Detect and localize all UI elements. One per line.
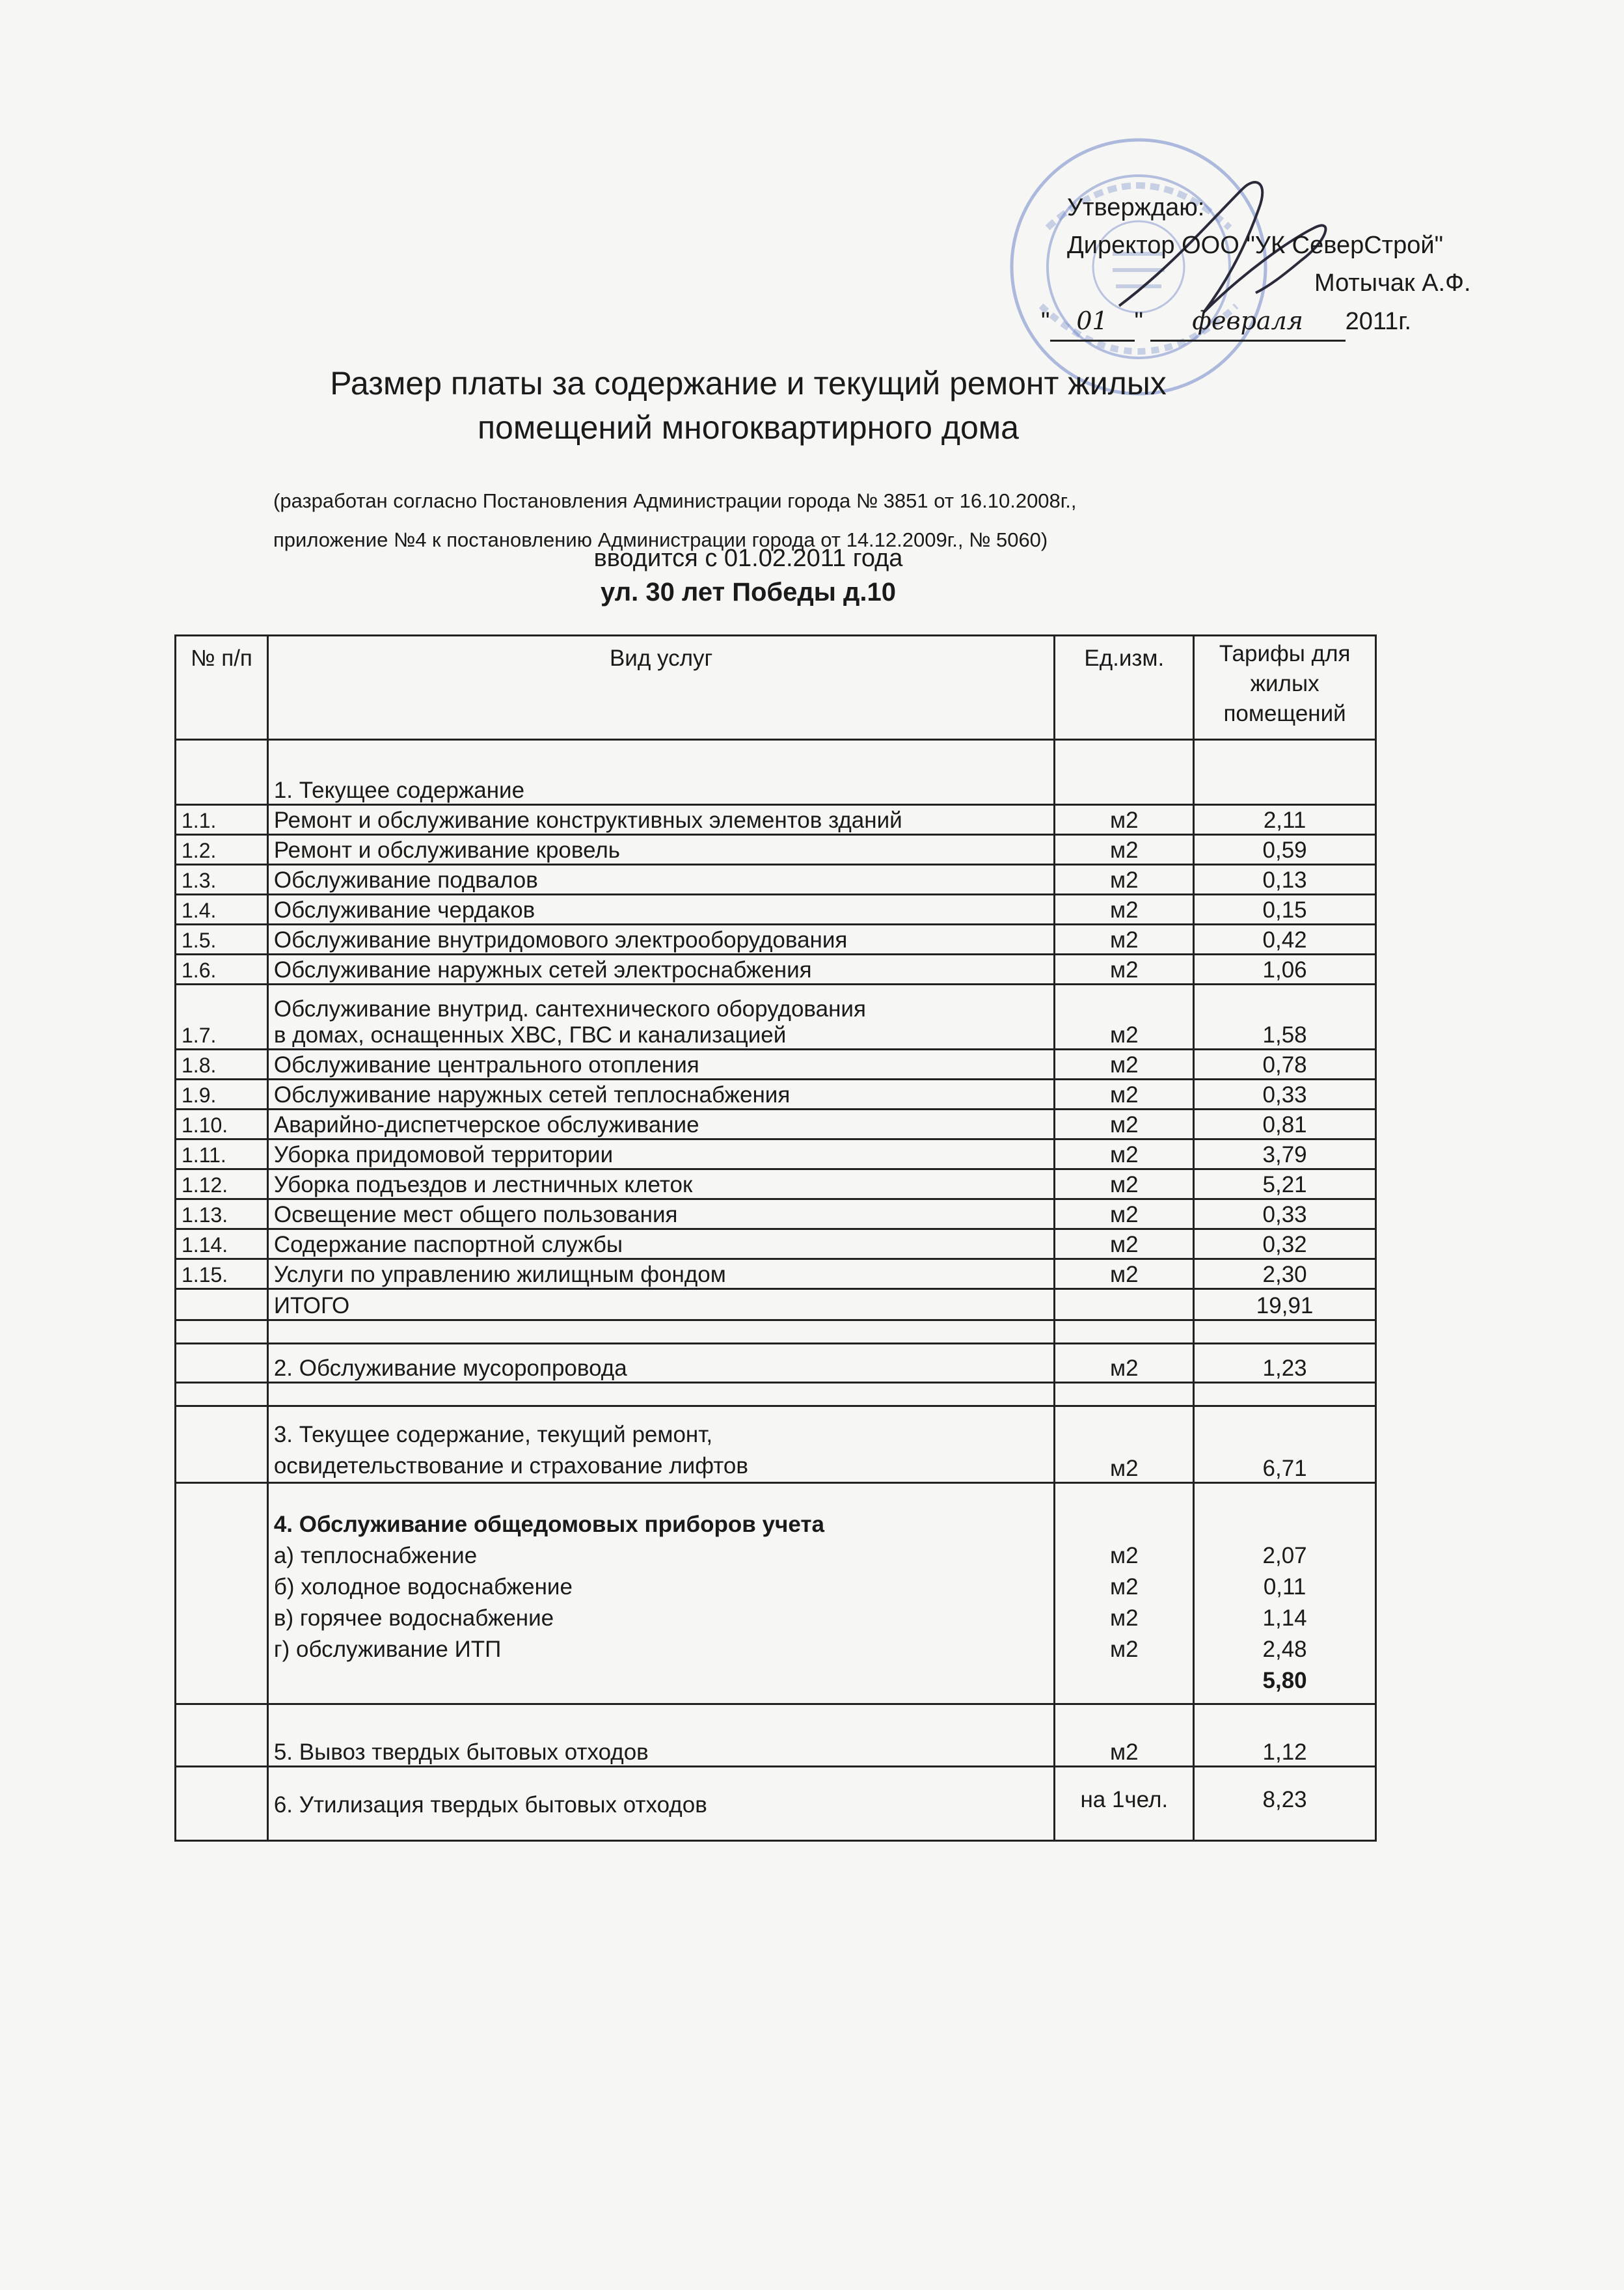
sub-item-value: 2,07 xyxy=(1262,1543,1307,1568)
row-name: Ремонт и обслуживание кровель xyxy=(267,835,1055,865)
section2-unit: м2 xyxy=(1055,1344,1194,1383)
table-row xyxy=(176,925,1376,955)
sub-item-unit: м2 xyxy=(1110,1637,1139,1662)
table-row xyxy=(176,985,1376,1050)
row-value: 0,33 xyxy=(1194,1199,1376,1229)
table-row xyxy=(176,1229,1376,1259)
row-unit: м2 xyxy=(1055,1050,1194,1080)
section3-value: 6,71 xyxy=(1194,1406,1376,1483)
header-num: № п/п xyxy=(176,636,268,740)
total-label: ИТОГО xyxy=(267,1289,1055,1320)
building-address: ул. 30 лет Победы д.10 xyxy=(600,578,897,607)
row-name: Обслуживание наружных сетей электроснабжения xyxy=(267,955,1055,985)
sub-item-value: 0,11 xyxy=(1263,1574,1306,1600)
row-name: Аварийно-диспетчерское обслуживание xyxy=(267,1110,1055,1139)
row-unit: м2 xyxy=(1055,1080,1194,1110)
row-num: 1.1. xyxy=(176,805,268,835)
row-value: 1,58 xyxy=(1194,985,1376,1050)
section5-name: 5. Вывоз твердых бытовых отходов xyxy=(267,1704,1055,1767)
sub-item-value: 2,48 xyxy=(1262,1637,1307,1662)
section4-name: 4. Обслуживание общедомовых приборов учета а) теплоснабжение б) холодное водоснабжение в) горячее водоснабжение г) обслуживание ИТП xyxy=(267,1483,1055,1704)
row-value: 3,79 xyxy=(1194,1139,1376,1169)
spacer-row xyxy=(176,1383,1376,1406)
row-name: Услуги по управлению жилищным фондом xyxy=(267,1259,1055,1289)
row-num: 1.12. xyxy=(176,1169,268,1199)
row-unit: м2 xyxy=(1055,865,1194,895)
row-num: 1.13. xyxy=(176,1199,268,1229)
table-row xyxy=(176,1199,1376,1229)
date-month: февраля xyxy=(1150,302,1346,342)
section6-row xyxy=(176,1767,1376,1841)
section1-title: 1. Текущее содержание xyxy=(267,740,1055,805)
row-name: Обслуживание наружных сетей теплоснабжения xyxy=(267,1080,1055,1110)
row-value: 1,06 xyxy=(1194,955,1376,985)
row-unit: м2 xyxy=(1055,835,1194,865)
row-num: 1.14. xyxy=(176,1229,268,1259)
row-value: 2,11 xyxy=(1194,805,1376,835)
section5-unit: м2 xyxy=(1055,1704,1194,1767)
row-name: Обслуживание внутридомового электрооборудования xyxy=(267,925,1055,955)
table-row xyxy=(176,1259,1376,1289)
row-unit: м2 xyxy=(1055,955,1194,985)
row-unit: м2 xyxy=(1055,1199,1194,1229)
row-unit: м2 xyxy=(1055,805,1194,835)
section6-value: 8,23 xyxy=(1194,1767,1376,1841)
row-num: 1.6. xyxy=(176,955,268,985)
table-row xyxy=(176,895,1376,925)
sub-item-unit: м2 xyxy=(1110,1543,1139,1568)
row-num: 1.5. xyxy=(176,925,268,955)
section6-unit: на 1чел. xyxy=(1055,1767,1194,1841)
table-header-row xyxy=(176,636,1376,740)
header-unit: Ед.изм. xyxy=(1055,636,1194,740)
section6-name: 6. Утилизация твердых бытовых отходов xyxy=(267,1767,1055,1841)
section4-total: 5,80 xyxy=(1262,1668,1307,1693)
date-day: 01 xyxy=(1050,302,1135,342)
row-value: 0,15 xyxy=(1194,895,1376,925)
row-unit: м2 xyxy=(1055,1139,1194,1169)
table-row xyxy=(176,1139,1376,1169)
header-tariff: Тарифы для жилых помещений xyxy=(1194,636,1376,740)
row-unit: м2 xyxy=(1055,1259,1194,1289)
header-name: Вид услуг xyxy=(267,636,1055,740)
section4-units xyxy=(1055,1483,1194,1704)
table-row xyxy=(176,805,1376,835)
section1-title-row xyxy=(176,740,1376,805)
row-name: Обслуживание центрального отопления xyxy=(267,1050,1055,1080)
row-name: Содержание паспортной службы xyxy=(267,1229,1055,1259)
table-row xyxy=(176,865,1376,895)
section3-name: 3. Текущее содержание, текущий ремонт, освидетельствование и страхование лифтов xyxy=(267,1406,1055,1483)
row-value: 5,21 xyxy=(1194,1169,1376,1199)
row-num: 1.9. xyxy=(176,1080,268,1110)
row-name: Освещение мест общего пользования xyxy=(267,1199,1055,1229)
row-value: 0,78 xyxy=(1194,1050,1376,1080)
spacer-row xyxy=(176,1320,1376,1344)
row-name: Обслуживание внутрид. сантехнического оборудования в домах, оснащенных ХВС, ГВС и канализацией xyxy=(267,985,1055,1050)
row-unit: м2 xyxy=(1055,1169,1194,1199)
row-num: 1.8. xyxy=(176,1050,268,1080)
section2-value: 1,23 xyxy=(1194,1344,1376,1383)
row-unit: м2 xyxy=(1055,985,1194,1050)
sub-item-name: б) холодное водоснабжение xyxy=(273,1574,573,1600)
total-value: 19,91 xyxy=(1194,1289,1376,1320)
section5-value: 1,12 xyxy=(1194,1704,1376,1767)
table-row xyxy=(176,1080,1376,1110)
row-value: 0,32 xyxy=(1194,1229,1376,1259)
row-num: 1.15. xyxy=(176,1259,268,1289)
row-num: 1.7. xyxy=(176,985,268,1050)
approve-label: Утверждаю: xyxy=(1067,194,1205,221)
row-name: Обслуживание подвалов xyxy=(267,865,1055,895)
row-unit: м2 xyxy=(1055,895,1194,925)
row-name: Уборка подъездов и лестничных клеток xyxy=(267,1169,1055,1199)
row-value: 0,59 xyxy=(1194,835,1376,865)
section2-name: 2. Обслуживание мусоропровода xyxy=(267,1344,1055,1383)
approval-block xyxy=(1041,189,1471,342)
tariff-table xyxy=(174,634,1377,1842)
section3-unit: м2 xyxy=(1055,1406,1194,1483)
row-value: 0,42 xyxy=(1194,925,1376,955)
sub-item-unit: м2 xyxy=(1110,1574,1139,1600)
table-row xyxy=(176,955,1376,985)
row-num: 1.10. xyxy=(176,1110,268,1139)
row-num: 1.2. xyxy=(176,835,268,865)
row-name: Уборка придомовой территории xyxy=(267,1139,1055,1169)
section4-row xyxy=(176,1483,1376,1704)
section4-values xyxy=(1194,1483,1376,1704)
row-unit: м2 xyxy=(1055,1229,1194,1259)
effective-date: вводится с 01.02.2011 года xyxy=(593,545,903,572)
legal-basis: (разработан согласно Постановления Администрации города № 3851 от 16.10.2008г., приложение №4 к постановлению Администрации города от 14.12.2009г., № 5060) xyxy=(273,489,1077,551)
section5-row xyxy=(176,1704,1376,1767)
sub-item-name: а) теплоснабжение xyxy=(273,1543,478,1568)
table-row xyxy=(176,1110,1376,1139)
director-name: Мотычак А.Ф. xyxy=(1314,269,1471,297)
row-num: 1.3. xyxy=(176,865,268,895)
approval-date: " 01 " февраля 2011г. xyxy=(1041,302,1471,342)
date-year: 2011г. xyxy=(1345,308,1412,335)
row-value: 0,81 xyxy=(1194,1110,1376,1139)
table-row xyxy=(176,1050,1376,1080)
row-unit: м2 xyxy=(1055,1110,1194,1139)
table-row xyxy=(176,1169,1376,1199)
sub-item-name: г) обслуживание ИТП xyxy=(273,1637,502,1662)
row-value: 0,33 xyxy=(1194,1080,1376,1110)
row-name: Ремонт и обслуживание конструктивных элементов зданий xyxy=(267,805,1055,835)
document-title: Размер платы за содержание и текущий ремонт жилых помещений многоквартирного дома xyxy=(330,365,1167,446)
table-row xyxy=(176,835,1376,865)
row-value: 0,13 xyxy=(1194,865,1376,895)
total-row xyxy=(176,1289,1376,1320)
sub-item-name: в) горячее водоснабжение xyxy=(273,1605,554,1631)
row-num: 1.4. xyxy=(176,895,268,925)
row-num: 1.11. xyxy=(176,1139,268,1169)
row-name: Обслуживание чердаков xyxy=(267,895,1055,925)
section2-row xyxy=(176,1344,1376,1383)
row-unit: м2 xyxy=(1055,925,1194,955)
row-value: 2,30 xyxy=(1194,1259,1376,1289)
sub-item-unit: м2 xyxy=(1110,1605,1139,1631)
section3-row xyxy=(176,1406,1376,1483)
sub-item-value: 1,14 xyxy=(1262,1605,1307,1631)
director-position: Директор ООО "УК СеверСтрой" xyxy=(1067,232,1444,259)
